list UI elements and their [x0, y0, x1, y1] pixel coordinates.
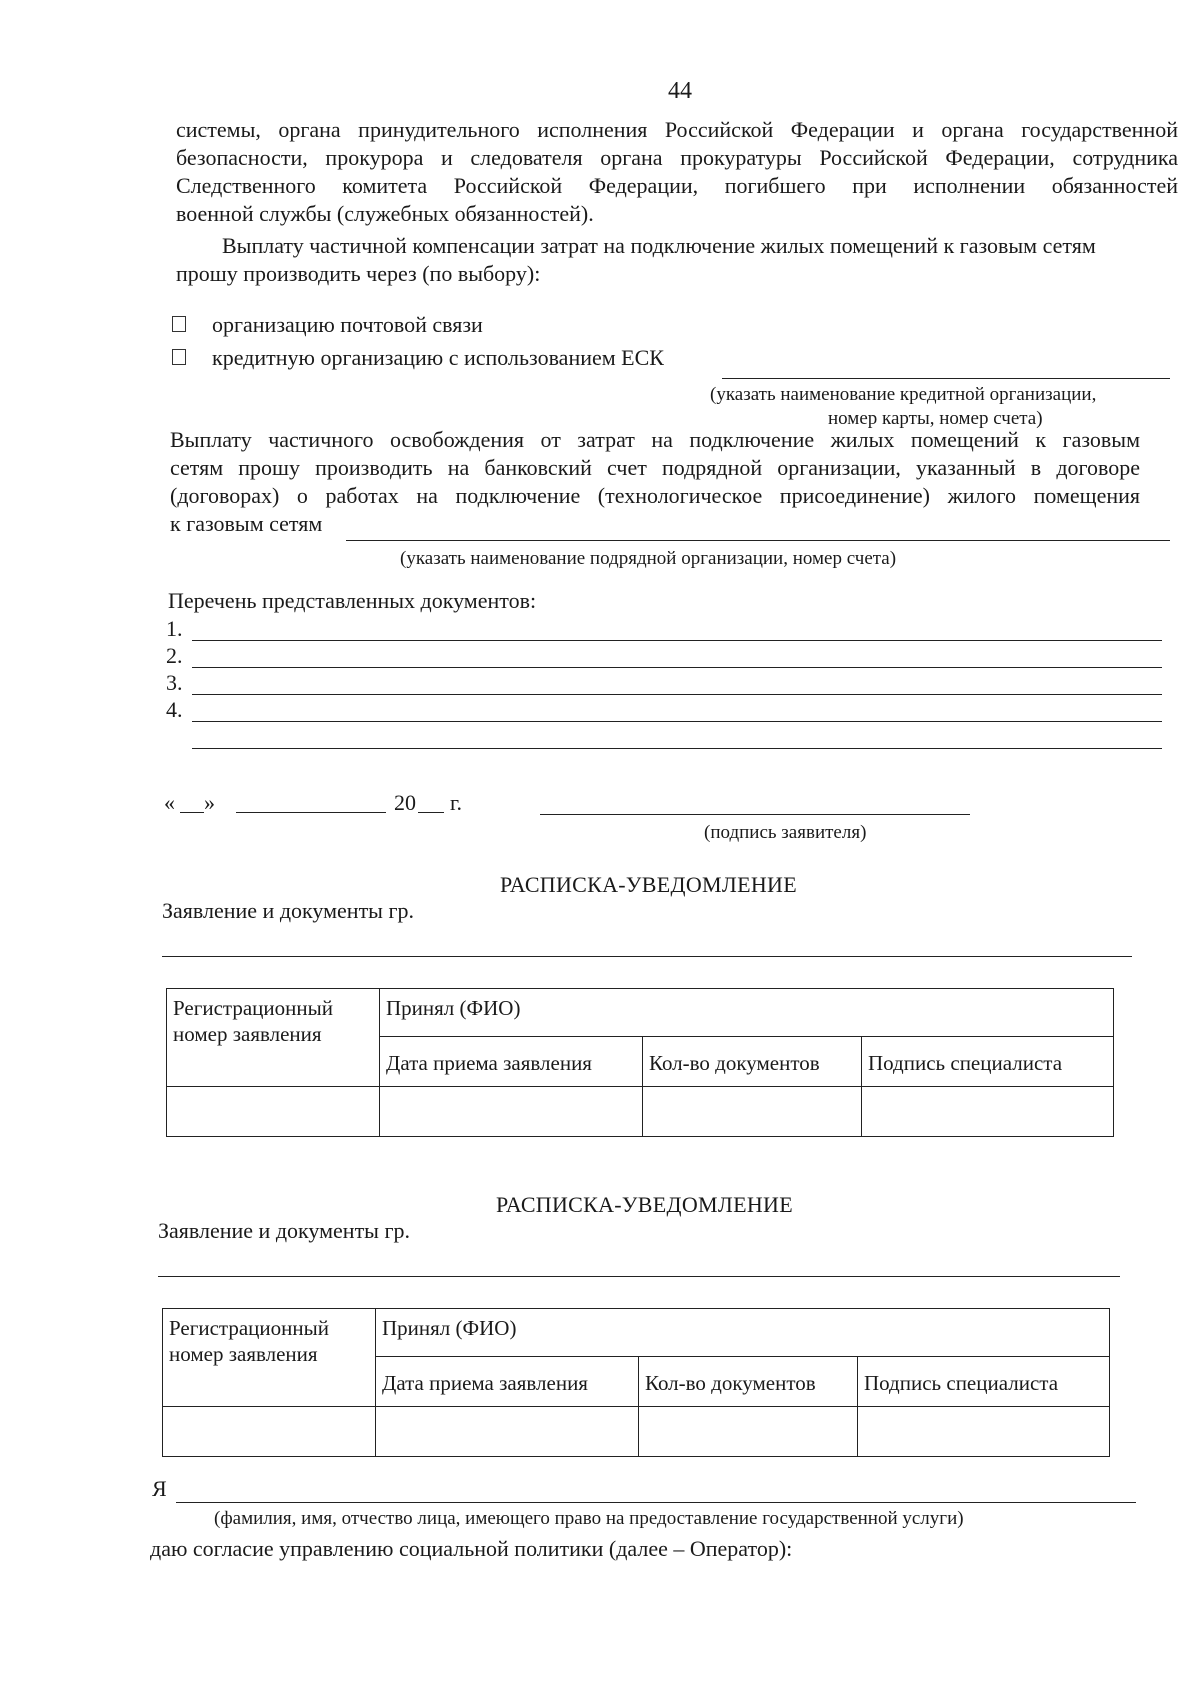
consent-prefix: Я: [152, 1476, 167, 1501]
accepted-header: Принял (ФИО): [380, 989, 1114, 1037]
checkbox[interactable]: [172, 316, 186, 332]
text-line: сетям прошу производить на банковский счет подрядной организации, указанный в договоре: [170, 455, 1140, 480]
documents-field[interactable]: [192, 748, 1162, 749]
text-line: военной службы (служебных обязанностей).: [176, 201, 594, 226]
bank-hint: (указать наименование кредитной организации,: [710, 384, 1097, 405]
page-number: 44: [668, 78, 692, 104]
date-header: Дата приема заявления: [380, 1037, 643, 1087]
consent-text: даю согласие управлению социальной политики (далее – Оператор):: [150, 1536, 793, 1561]
text-line: к газовым сетям: [170, 511, 323, 536]
signature-cell[interactable]: [862, 1087, 1114, 1137]
signature-cell[interactable]: [858, 1407, 1110, 1457]
bank-hint: номер карты, номер счета): [828, 408, 1043, 429]
documents-heading: Перечень представленных документов:: [168, 588, 537, 613]
text-line: (договорах) о работах на подключение (технологическое присоединение) жилого помещения: [170, 483, 1140, 508]
receipt-title: РАСПИСКА-УВЕДОМЛЕНИЕ: [496, 1192, 793, 1217]
reg-number-cell[interactable]: [167, 1087, 380, 1137]
receipt-table: [166, 988, 1114, 1137]
receipt-subtitle: Заявление и документы гр.: [162, 898, 414, 923]
reg-number-cell[interactable]: [163, 1407, 376, 1457]
consent-name-field[interactable]: [176, 1502, 1136, 1503]
contractor-field[interactable]: [346, 540, 1170, 541]
count-header: Кол-во документов: [639, 1357, 858, 1407]
documents-field[interactable]: [192, 721, 1162, 722]
signature-header: Подпись специалиста: [862, 1037, 1114, 1087]
documents-field[interactable]: [192, 694, 1162, 695]
option-post[interactable]: [172, 312, 483, 338]
signature-hint: (подпись заявителя): [704, 822, 867, 843]
date-close-quote: »: [204, 790, 215, 815]
option-label: организацию почтовой связи: [212, 312, 483, 337]
option-bank[interactable]: [172, 345, 664, 371]
documents-item-number: 1.: [166, 616, 183, 641]
receipt-name-field[interactable]: [162, 956, 1132, 957]
contractor-hint: (указать наименование подрядной организации, номер счета): [400, 548, 897, 569]
documents-item-number: 4.: [166, 697, 183, 722]
date-year-prefix: 20: [394, 790, 416, 815]
intro-paragraph: [176, 116, 1178, 228]
bank-name-field[interactable]: [722, 378, 1170, 379]
documents-item-number: 2.: [166, 643, 183, 668]
receipt-title: РАСПИСКА-УВЕДОМЛЕНИЕ: [500, 872, 797, 897]
count-header: Кол-во документов: [643, 1037, 862, 1087]
date-year-field[interactable]: [418, 812, 444, 813]
date-header: Дата приема заявления: [376, 1357, 639, 1407]
text-line: Выплату частичной компенсации затрат на подключение жилых помещений к газовым сетям: [222, 233, 1096, 258]
documents-field[interactable]: [192, 640, 1162, 641]
receipt-table: [162, 1308, 1110, 1457]
reg-number-header: Регистрационный номер заявления: [163, 1309, 376, 1407]
date-day-field[interactable]: [180, 812, 204, 813]
date-year-suffix: г.: [450, 790, 463, 815]
reg-number-header: Регистрационный номер заявления: [167, 989, 380, 1087]
text-line: системы, органа принудительного исполнения Российской Федерации и органа государственной: [176, 117, 1178, 142]
signature-header: Подпись специалиста: [858, 1357, 1110, 1407]
accepted-header: Принял (ФИО): [376, 1309, 1110, 1357]
text-line: Выплату частичного освобождения от затрат на подключение жилых помещений к газовым: [170, 427, 1140, 452]
date-cell[interactable]: [376, 1407, 639, 1457]
receipt-subtitle: Заявление и документы гр.: [158, 1218, 410, 1243]
text-line: Следственного комитета Российской Федерации, погибшего при исполнении обязанностей: [176, 173, 1178, 198]
date-cell[interactable]: [380, 1087, 643, 1137]
documents-item-number: 3.: [166, 670, 183, 695]
date-month-field[interactable]: [236, 812, 386, 813]
date-open-quote: «: [164, 790, 175, 815]
text-line: безопасности, прокурора и следователя органа прокуратуры Российской Федерации, сотрудника: [176, 145, 1178, 170]
checkbox[interactable]: [172, 349, 186, 365]
compensation-paragraph: [176, 232, 1178, 288]
count-cell[interactable]: [643, 1087, 862, 1137]
documents-field[interactable]: [192, 667, 1162, 668]
count-cell[interactable]: [639, 1407, 858, 1457]
applicant-signature-field[interactable]: [540, 814, 970, 815]
option-label: кредитную организацию с использованием ЕСК: [212, 345, 664, 370]
consent-hint: (фамилия, имя, отчество лица, имеющего право на предоставление государственной услуги): [214, 1508, 964, 1529]
exemption-paragraph: [170, 426, 1140, 538]
receipt-name-field[interactable]: [158, 1276, 1120, 1277]
text-line: прошу производить через (по выбору):: [176, 261, 541, 286]
